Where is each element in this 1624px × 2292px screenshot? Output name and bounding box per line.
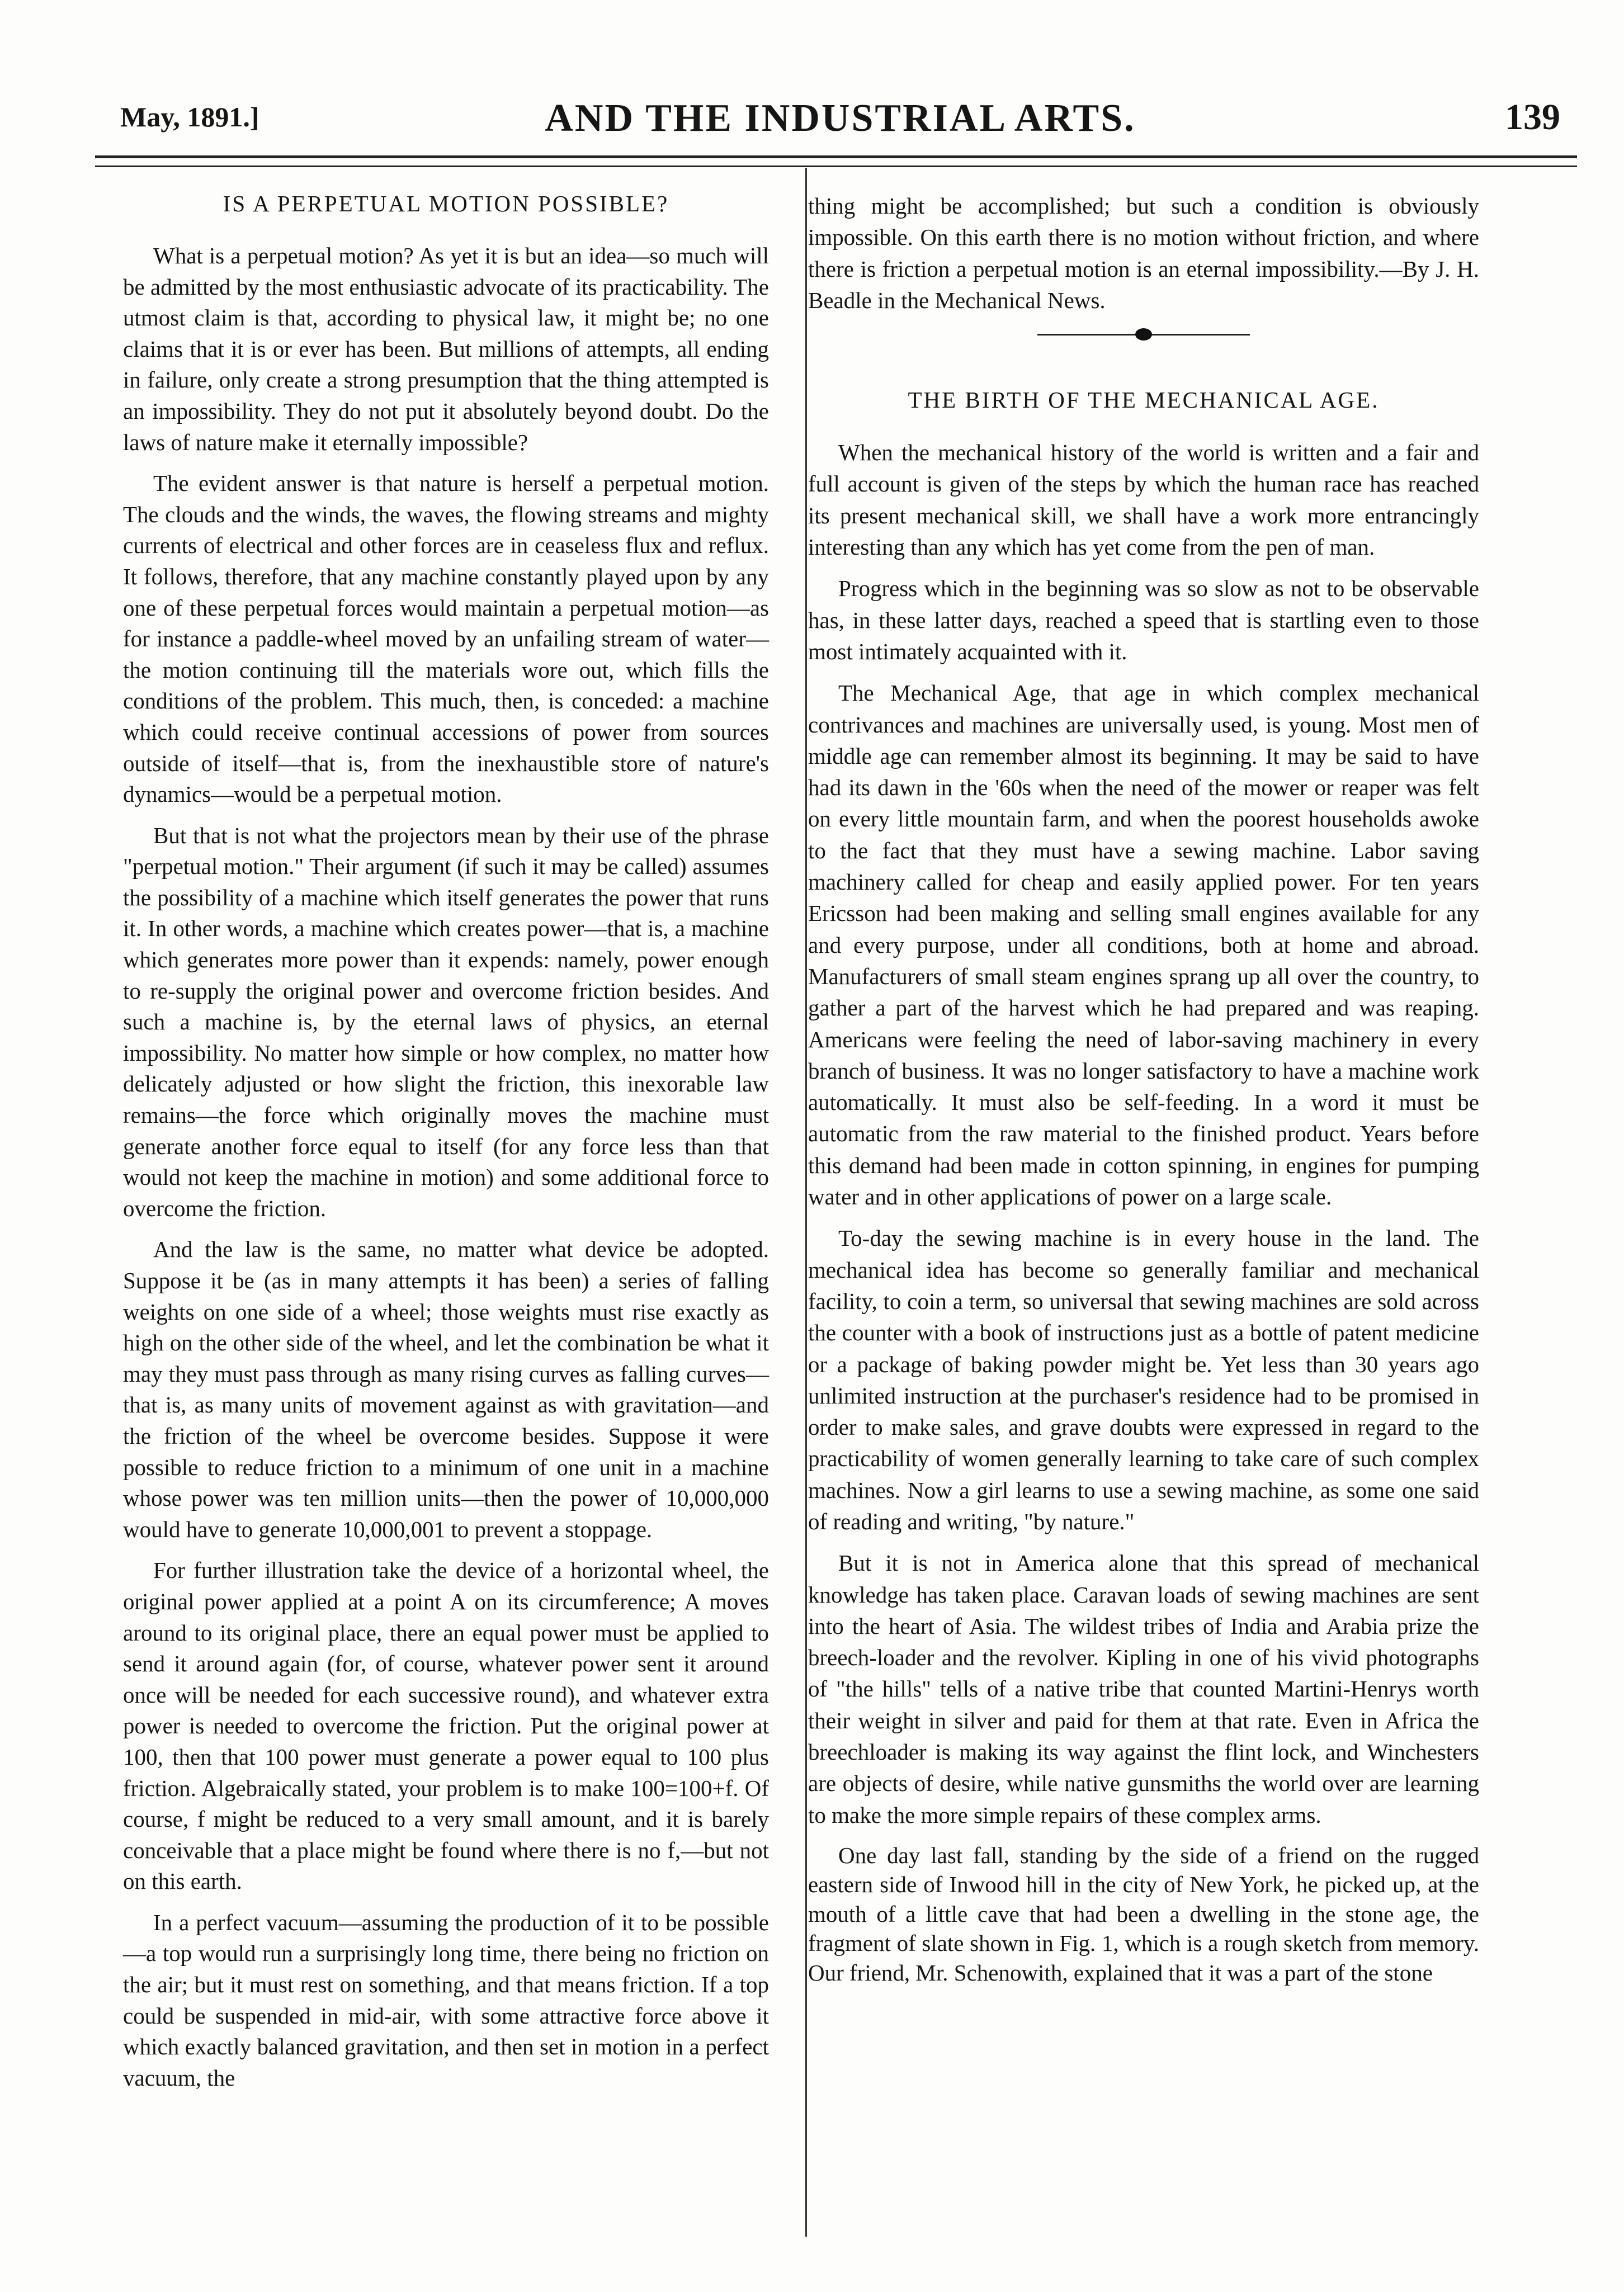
header-rule-thick — [95, 155, 1577, 158]
paragraph: But that is not what the projectors mean by their use of the phrase "perpetual motion." Their argument (if such it may be called) assumes the possibility of a machine which itself generates the power that runs it. In other words, a machine which creates power—that is, a machine which generates more power than it expends: namely, power enough to re-supply the original power and overcome friction besides. And such a machine is, by the eternal laws of physics, an eternal impossibility. No matter how simple or how complex, no matter how delicately adjusted or how slight the friction, this inexorable law remains—the force which originally moves the machine must generate another force equal to itself (for any force less than that would not keep the machine in motion) and some additional force to overcome the friction. — [123, 822, 769, 1221]
column-divider — [805, 168, 807, 2237]
journal-title: AND THE INDUSTRIAL ARTS. — [545, 97, 1136, 140]
paragraph: To-day the sewing machine is in every house in the land. The mechanical idea has become so generally familiar and mechanical facility, to coin a term, so universal that sewing machines are sold across the counter with a book of instructions just as a bottle of patent medicine or a package of baking powder might be. Yet less than 30 years ago unlimited instruction at the purchaser's residence had to be promised in order to make sales, and grave doubts were expressed in regard to the practicability of women generally learning to take care of such complex machines. Now a girl learns to use a sewing machine, as some one said of reading and writing, "by nature." — [808, 1225, 1479, 1534]
paragraph: And the law is the same, no matter what device be adopted. Suppose it be (as in many attempts it has been) a series of falling weights on one side of a wheel; those weights must rise exactly as high on the other side of the wheel, and let the combination be what it may they must pass through as many rising curves as falling curves—that is, as many units of movement against as with gravitation—and the friction of the wheel be overcome besides. Suppose it were possible to reduce friction to a minimum of one unit in a machine whose power was ten million units—then the power of 10,000,000 would have to generate 10,000,001 to prevent a stoppage. — [123, 1236, 769, 1542]
paragraph: For further illustration take the device of a horizontal wheel, the original power applied at a point A on its circumference; A moves around to its original place, there an equal power must be applied to send it around again (for, of course, whatever power sent it around once will be needed for each successive round), and whatever extra power is needed to overcome the friction. Put the original power at 100, then that 100 power must generate a power equal to 100 plus friction. Algebraically stated, your problem is to make 100=100+f. Of course, f might be reduced to a very small amount, and it is barely conceivable that a place might be found where there is no f,—but not on this earth. — [123, 1557, 769, 1894]
page-number: 139 — [1505, 97, 1560, 138]
right-column — [808, 190, 1479, 1987]
left-column — [123, 190, 769, 2104]
paragraph: But it is not in America alone that this spread of mechanical knowledge has taken place. Caravan loads of sewing machines are sent into the heart of Asia. The wildest tribes of India and Arabia prize the breech-loader and the revolver. Kipling in one of his vivid photographs of "the hills" tells of a native tribe that counted Martini-Henrys worth their weight in silver and paid for them at that rate. Even in Africa the breechloader is making its way against the flint lock, and Winchesters are objects of desire, while native gunsmiths the world over are learning to make the more simple repairs of these complex arms. — [808, 1550, 1479, 1828]
paragraph: In a perfect vacuum—assuming the production of it to be possible—a top would run a surprisingly long time, there being no friction on the air; but it must rest on something, and that means friction. If a top could be suspended in mid-air, with some attractive force above it which exactly balanced gravitation, and then set in motion in a perfect vacuum, the — [123, 1909, 769, 2091]
article-continuation: thing might be accomplished; but such a condition is obviously impossible. On this earth there is no motion without friction, and where there is friction a perpetual motion is an eternal impossibility.—By J. H. Beadle in the Mechanical News. — [808, 193, 1479, 313]
paragraph: What is a perpetual motion? As yet it is but an idea—so much will be admitted by the most enthusiastic advocate of its practicability. The utmost claim is that, according to physical law, it might be; no one claims that it is or ever has been. But millions of attempts, all ending in failure, only create a strong presumption that the thing attempted is an impossibility. They do not put it absolutely beyond doubt. Do the laws of nature make it eternally impossible? — [123, 243, 769, 455]
paragraph: When the mechanical history of the world is written and a fair and full account is given of the steps by which the human race has reached its present mechanical skill, we shall have a work more entrancingly interesting than any which has yet come from the pen of man. — [808, 440, 1479, 560]
article-separator — [1037, 326, 1250, 343]
header-rule-thin — [95, 166, 1577, 167]
issue-date: May, 1891.] — [120, 101, 259, 133]
running-head — [120, 96, 1560, 141]
article-title-mechanical-age: THE BIRTH OF THE MECHANICAL AGE. — [908, 387, 1380, 413]
paragraph: The evident answer is that nature is herself a perpetual motion. The clouds and the winds, the waves, the flowing streams and mighty currents of electrical and other forces are in ceaseless flux and reflux. It follows, therefore, that any machine constantly played upon by any one of these perpetual forces would maintain a perpetual motion—as for instance a paddle-wheel moved by an unfailing stream of water—the motion continuing till the materials wore out, which fills the conditions of the problem. This much, then, is conceded: a machine which could receive continual accessions of power from sources outside of itself—that is, from the inexhaustible store of nature's dynamics—would be a perpetual motion. — [123, 470, 769, 807]
paragraph: One day last fall, standing by the side of a friend on the rugged eastern side of Inwood hill in the city of New York, he picked up, at the mouth of a little cave that had been a dwelling in the stone age, the fragment of slate shown in Fig. 1, which is a rough sketch from memory. Our friend, Mr. Schenowith, explained that it was a part of the stone — [808, 1842, 1479, 1986]
paragraph: Progress which in the beginning was so slow as not to be observable has, in these latter days, reached a speed that is startling even to those most intimately acquainted with it. — [808, 575, 1479, 664]
article-title-perpetual-motion: IS A PERPETUAL MOTION POSSIBLE? — [223, 191, 669, 216]
paragraph: The Mechanical Age, that age in which complex mechanical contrivances and machines are universally used, is young. Most men of middle age can remember almost its beginning. It may be said to have had its dawn in the '60s when the need of the mower or reaper was felt on every little mountain farm, and when the poorest households awoke to the fact that they must have a sewing machine. Labor saving machinery called for cheap and easily applied power. For ten years Ericsson had been making and selling small engines available for any and every purpose, under all conditions, both at home and abroad. Manufacturers of small steam engines sprang up all over the country, to gather a part of the harvest which he had prepared and was reaping. Americans were feeling the need of labor-saving machinery in every branch of business. It was no longer satisfactory to have a machine work automatically. It must also be self-feeding. In a word it must be automatic from the raw material to the finished product. Years before this demand had been made in cotton spinning, in engines for pumping water and in other applications of power on a large scale. — [808, 680, 1479, 1210]
